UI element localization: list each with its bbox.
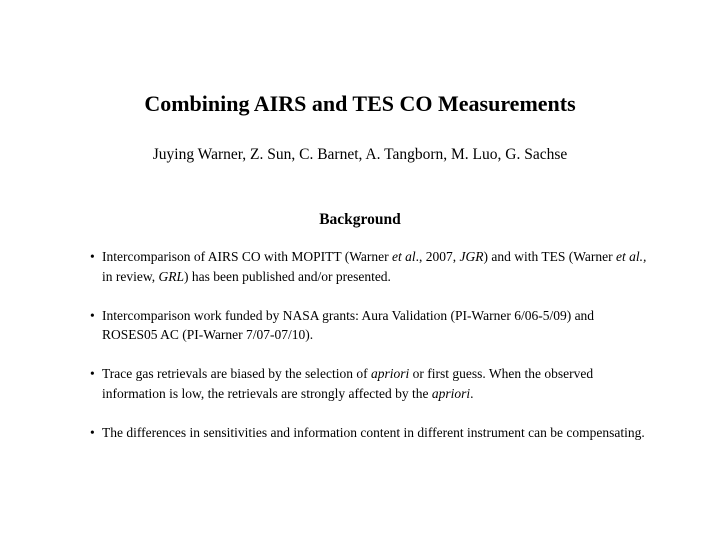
bullet-text: in review, <box>102 268 159 284</box>
bullet-item <box>90 364 650 403</box>
bullet-text-italic: GRL <box>158 268 184 284</box>
bullet-text: ) has been published and/or presented. <box>184 268 391 284</box>
author-list: Juying Warner, Z. Sun, C. Barnet, A. Tangborn, M. Luo, G. Sachse <box>152 146 568 163</box>
bullet-text: or first guess. When the observed information is low, the retrievals are strongly affected by the <box>102 366 594 401</box>
bullet-text-italic: et al <box>392 249 416 264</box>
bullet-text: . <box>470 385 474 401</box>
bullet-text-italic: apriori <box>371 366 410 381</box>
bullet-marker: • <box>90 366 95 381</box>
bullet-list <box>90 247 650 462</box>
slide-title: Combining AIRS and TES CO Measurements <box>144 91 576 116</box>
bullet-text-italic: et al., <box>616 249 647 264</box>
bullet-text-italic: apriori <box>431 385 471 401</box>
bullet-text: Intercomparison of AIRS CO with MOPITT (Warner <box>102 249 392 264</box>
section-heading: Background <box>319 211 401 228</box>
bullet-marker: • <box>90 249 95 264</box>
bullet-text: ) and with TES (Warner <box>483 249 617 264</box>
bullet-text: The differences in sensitivities and information content in different instrument can be compensating. <box>102 424 645 440</box>
bullet-text: Intercomparison work funded by NASA grants: Aura Validation (PI-Warner 6/06-5/09) and ROSES05 AC (PI-Warner 7/07-07/10). <box>102 307 595 342</box>
bullet-text: Trace gas retrievals are biased by the selection of <box>102 366 372 381</box>
bullet-text: ., 2007, <box>415 249 460 264</box>
bullet-item <box>90 247 650 286</box>
bullet-marker: • <box>90 307 95 323</box>
bullet-item <box>90 306 650 345</box>
bullet-text-italic: JGR <box>459 249 484 264</box>
bullet-marker: • <box>90 424 95 440</box>
bullet-item <box>90 423 650 443</box>
